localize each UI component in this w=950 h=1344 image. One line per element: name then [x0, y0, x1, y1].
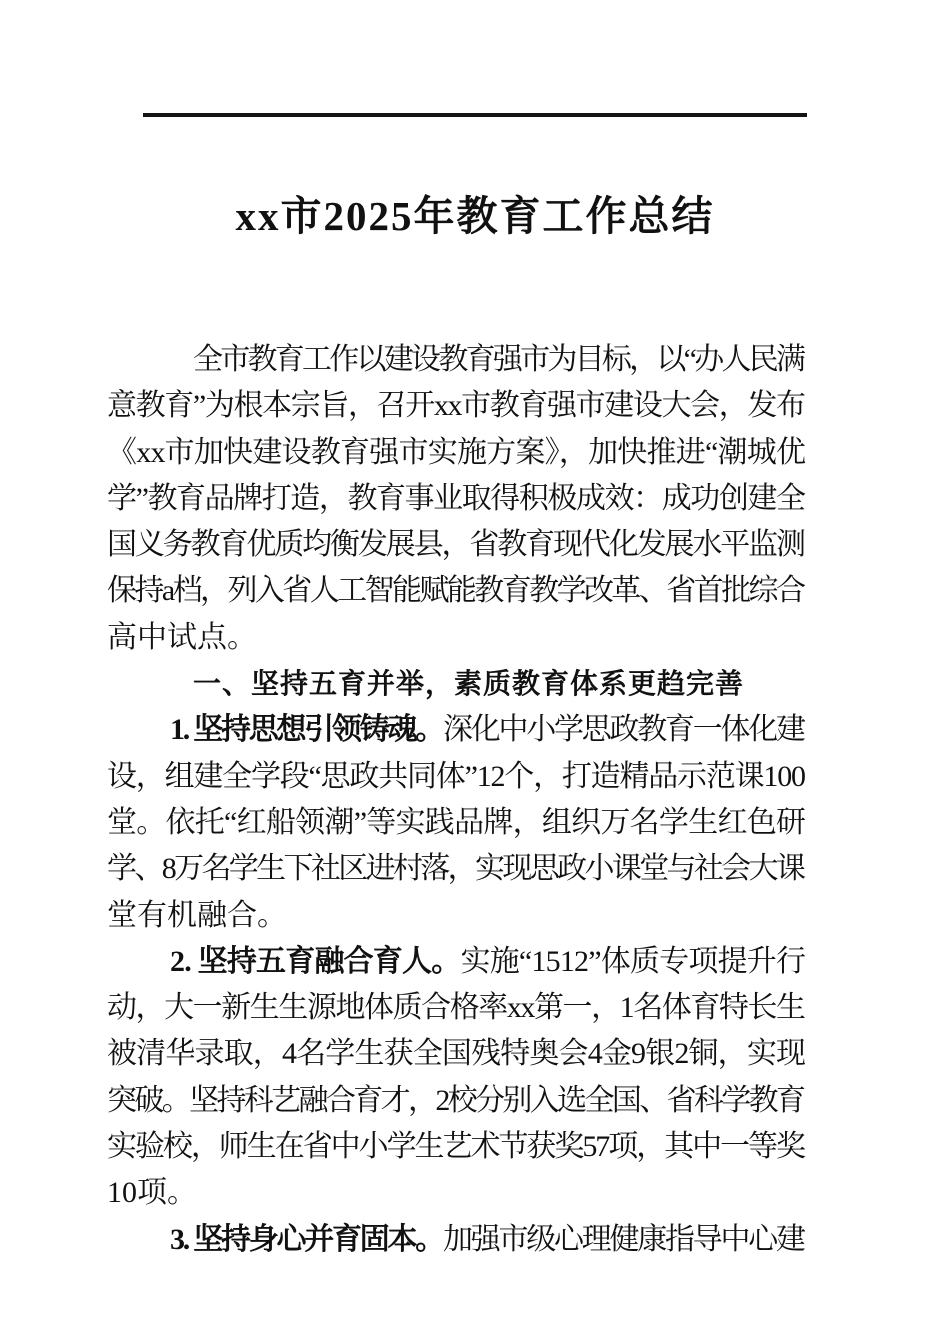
- text-line: [107, 1217, 806, 1263]
- line-text: 10项。: [107, 1176, 197, 1210]
- line-text: 高中试点。: [107, 620, 257, 654]
- text-line: [107, 1078, 806, 1124]
- text-line: [107, 1124, 806, 1170]
- line-text: 保持a档，列入省人工智能赋能教育教学改革、省首批综合: [107, 574, 804, 608]
- paragraph-lead: 1. 坚持思想引领铸魂。: [170, 713, 443, 747]
- line-text: 被清华录取，4名学生获全国残特奥会4金9银2铜，实现: [107, 1037, 806, 1071]
- text-line: [107, 383, 806, 429]
- line-text: 加强市级心理健康指导中心建: [443, 1222, 804, 1256]
- text-line: [107, 568, 806, 614]
- text-line: [107, 800, 806, 846]
- line-text: 实施“1512”体质专项提升行: [460, 944, 806, 978]
- line-text: 动，大一新生生源地体质合格率xx第一，1名体育特长生: [107, 991, 805, 1025]
- document-title: xx市2025年教育工作总结: [235, 193, 715, 239]
- text-line: [107, 1170, 806, 1216]
- line-text: 堂有机融合。: [107, 898, 287, 932]
- text-line: [107, 522, 806, 568]
- line-text: 实验校，师生在省中小学生艺术节获奖57项，其中一等奖: [107, 1130, 804, 1164]
- heading-text: 一、坚持五育并举，素质教育体系更趋完善: [193, 668, 745, 700]
- text-line: [107, 476, 806, 522]
- text-line: [107, 1031, 806, 1077]
- text-line: [107, 893, 806, 939]
- line-text: 堂。依托“红船领潮”等实践品牌，组织万名学生红色研: [107, 805, 806, 839]
- section-heading: [107, 661, 806, 707]
- document-body: [107, 337, 806, 1263]
- line-text: 设，组建全学段“思政共同体”12个，打造精品示范课100: [107, 759, 805, 793]
- paragraph-lead: 3. 坚持身心并育固本。: [170, 1222, 443, 1256]
- line-text: 《xx市加快建设教育强市实施方案》，加快推进“潮城优: [107, 435, 806, 469]
- line-text: 学”教育品牌打造，教育事业取得积极成效：成功创建全: [107, 481, 805, 515]
- header-rule: [143, 113, 807, 117]
- line-text: 突破。坚持科艺融合育才，2校分别入选全国、省科学教育: [107, 1083, 804, 1117]
- text-line: [107, 985, 806, 1031]
- text-line: [107, 615, 806, 661]
- line-text: 意教育”为根本宗旨，召开xx市教育强市建设大会，发布: [107, 389, 805, 423]
- text-line: [107, 430, 806, 476]
- line-text: 深化中小学思政教育一体化建: [443, 713, 804, 747]
- line-text: 国义务教育优质均衡发展县，省教育现代化发展水平监测: [107, 528, 804, 562]
- text-line: [107, 754, 806, 800]
- text-line: [107, 707, 806, 753]
- paragraph-lead: 2. 坚持五育融合育人。: [170, 944, 461, 978]
- line-text: 全市教育工作以建设教育强市为目标，以“办人民满: [193, 343, 804, 376]
- line-text: 学、8万名学生下社区进村落，实现思政小课堂与社会大课: [107, 852, 804, 886]
- text-line: [107, 846, 806, 892]
- text-line: [107, 939, 806, 985]
- text-line: [107, 337, 806, 383]
